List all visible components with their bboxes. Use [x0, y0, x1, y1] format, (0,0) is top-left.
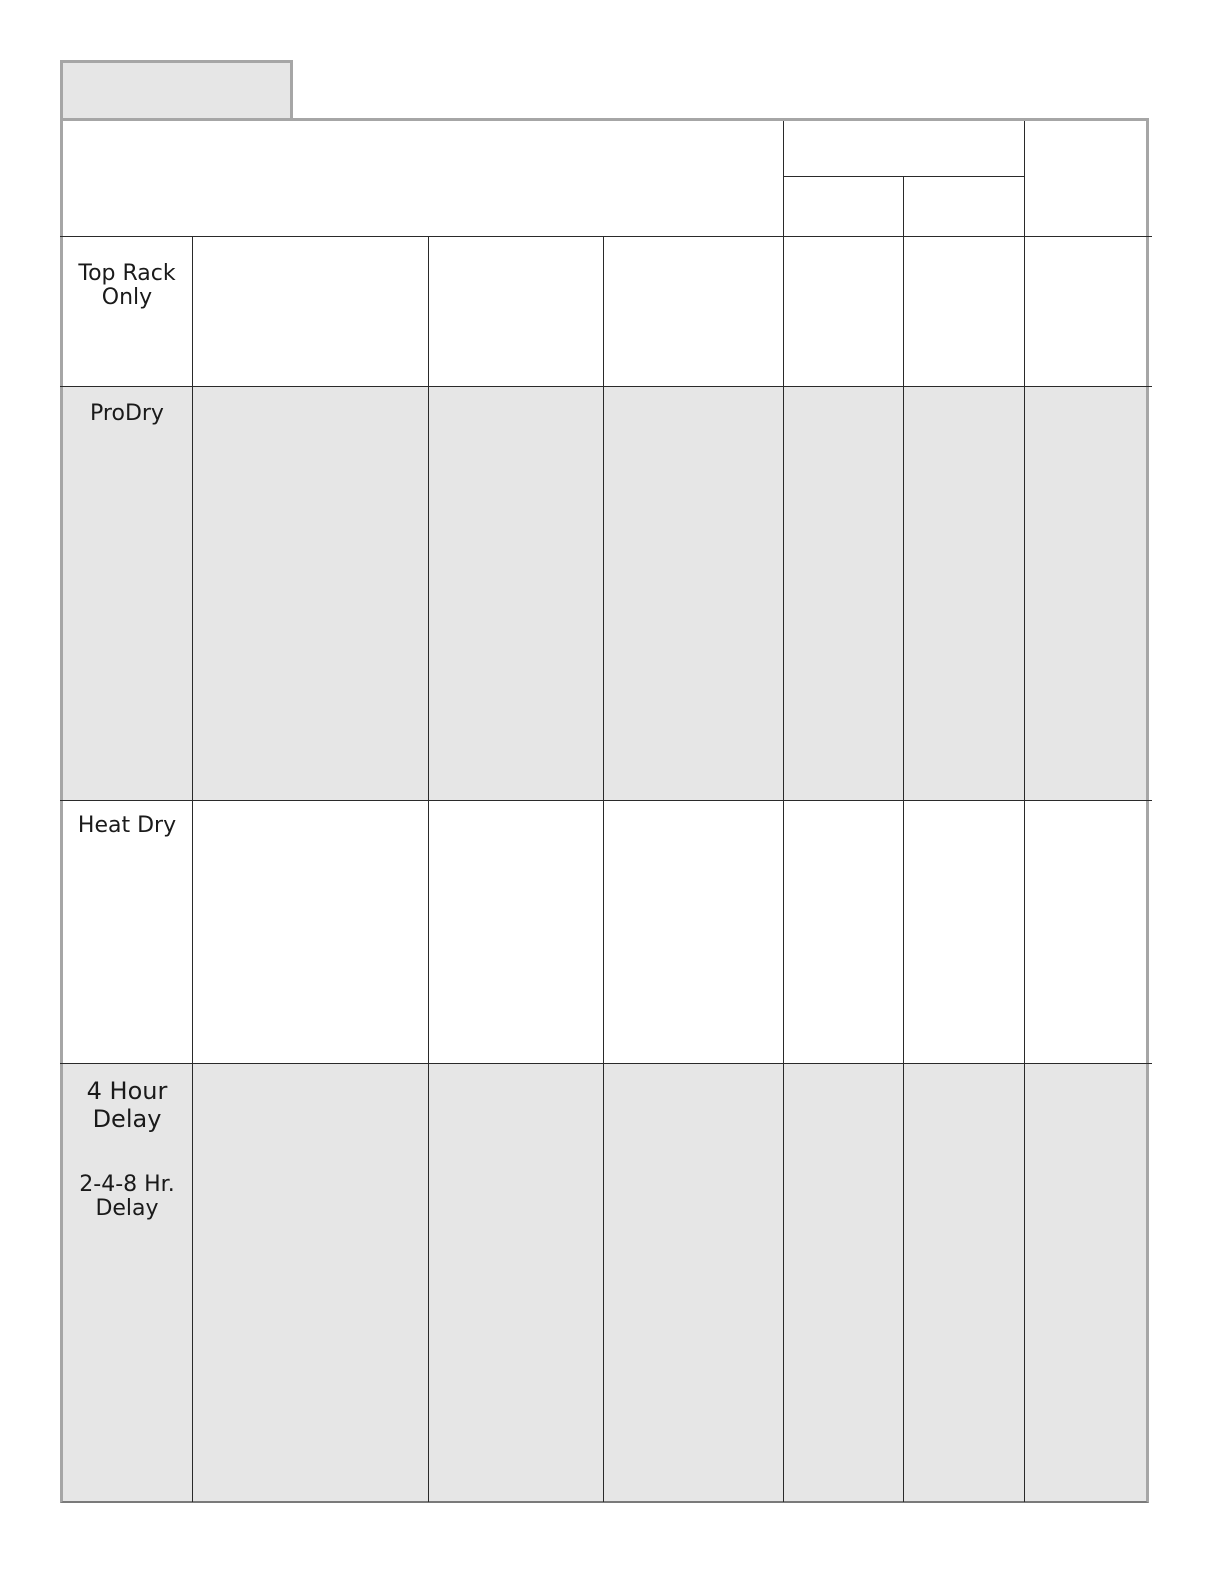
- row-line: [60, 800, 1152, 801]
- column-line: [428, 236, 429, 1502]
- header-divider: [1024, 121, 1025, 1502]
- row-line: [60, 386, 1152, 387]
- row-label-heat-dry: Heat Dry: [77, 813, 177, 838]
- row-label-4-hour-delay: 4 Hour Delay: [86, 1077, 168, 1133]
- header-divider: [783, 121, 784, 1502]
- header-subcol-line: [903, 176, 904, 1502]
- row-line: [60, 1063, 1152, 1064]
- options-table: [60, 118, 1149, 1503]
- header-bottom-line: [60, 236, 1152, 237]
- row-label-top-rack-only: Top Rack Only: [78, 261, 176, 310]
- column-line: [603, 236, 604, 1502]
- row-label-prodry: ProDry: [90, 401, 164, 426]
- row-sublabel-2-4-8-hr-delay: 2-4-8 Hr. Delay: [79, 1172, 175, 1221]
- column-line: [192, 236, 193, 1502]
- section-tab: [60, 60, 293, 119]
